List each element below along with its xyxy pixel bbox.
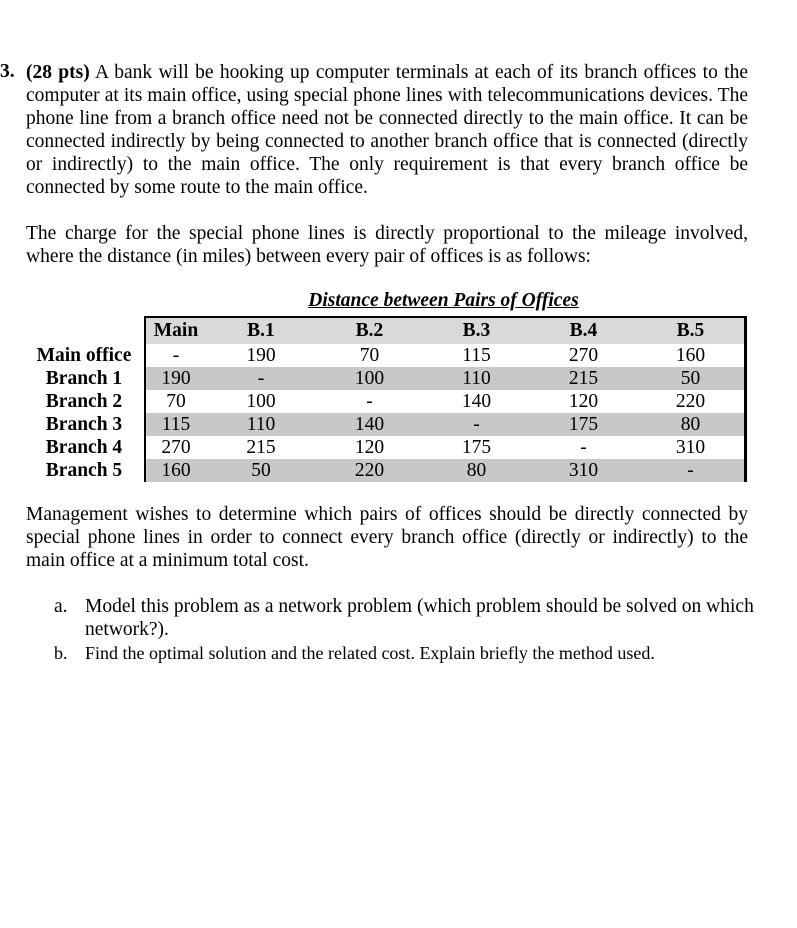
charge-paragraph: The charge for the special phone lines is directly proportional to the mileage involved, where the distance (in miles) between every pair of offices is as follows: bbox=[26, 223, 748, 267]
table-cell: 310 bbox=[530, 459, 637, 482]
table-row bbox=[24, 367, 746, 390]
row-label: Main office bbox=[24, 344, 145, 367]
table-cell: 140 bbox=[316, 413, 423, 436]
table-cell: 175 bbox=[530, 413, 637, 436]
task-item-a bbox=[54, 595, 754, 641]
table-cell: 215 bbox=[206, 436, 316, 459]
table-cell: - bbox=[316, 390, 423, 413]
table-row bbox=[24, 413, 746, 436]
table-cell: 220 bbox=[637, 390, 746, 413]
question-intro bbox=[26, 61, 748, 199]
table-cell: 50 bbox=[206, 459, 316, 482]
table-cell: 220 bbox=[316, 459, 423, 482]
task-text: Model this problem as a network problem (which problem should be solved on which network?). bbox=[85, 596, 754, 640]
col-header-b2: B.2 bbox=[316, 317, 423, 344]
table-cell: 190 bbox=[206, 344, 316, 367]
table-corner bbox=[24, 317, 145, 344]
intro-text: A bank will be hooking up computer terminals at each of its branch offices to the computer at its main office, using special phone lines with telecommunications devices. The phone line from a branch office need not be connected directly to the main office. It can be connected indirectly by being connected to another branch office that is connected (directly or indirectly) to the main office. The only requirement is that every branch office be connected by some route to the main office. bbox=[26, 62, 748, 198]
table-cell: - bbox=[145, 344, 206, 367]
table-cell: - bbox=[423, 413, 530, 436]
task-text: Find the optimal solution and the related cost. Explain briefly the method used. bbox=[85, 643, 655, 663]
col-header-b5: B.5 bbox=[637, 317, 746, 344]
table-cell: 70 bbox=[145, 390, 206, 413]
table-caption: Distance between Pairs of Offices bbox=[308, 290, 579, 311]
table-cell: 120 bbox=[316, 436, 423, 459]
task-item-b bbox=[54, 642, 754, 665]
table-row bbox=[24, 436, 746, 459]
table-cell: 215 bbox=[530, 367, 637, 390]
table-cell: 160 bbox=[637, 344, 746, 367]
task-label: a. bbox=[54, 596, 68, 617]
table-cell: 100 bbox=[316, 367, 423, 390]
table-cell: 50 bbox=[637, 367, 746, 390]
task-label: b. bbox=[54, 643, 68, 663]
table-cell: 190 bbox=[145, 367, 206, 390]
table-cell: 110 bbox=[206, 413, 316, 436]
table-row bbox=[24, 459, 746, 482]
row-label: Branch 1 bbox=[24, 367, 145, 390]
col-header-main: Main bbox=[145, 317, 206, 344]
col-header-b1: B.1 bbox=[206, 317, 316, 344]
row-label: Branch 3 bbox=[24, 413, 145, 436]
table-cell: 270 bbox=[530, 344, 637, 367]
row-label: Branch 2 bbox=[24, 390, 145, 413]
table-cell: 270 bbox=[145, 436, 206, 459]
table-row bbox=[24, 390, 746, 413]
table-cell: - bbox=[530, 436, 637, 459]
table-cell: 80 bbox=[423, 459, 530, 482]
table-row bbox=[24, 344, 746, 367]
col-header-b4: B.4 bbox=[530, 317, 637, 344]
table-cell: 115 bbox=[423, 344, 530, 367]
table-cell: 120 bbox=[530, 390, 637, 413]
table-cell: 70 bbox=[316, 344, 423, 367]
col-header-b3: B.3 bbox=[423, 317, 530, 344]
row-label: Branch 4 bbox=[24, 436, 145, 459]
table-cell: 80 bbox=[637, 413, 746, 436]
table-cell: 310 bbox=[637, 436, 746, 459]
management-paragraph: Management wishes to determine which pairs of offices should be directly connected by special phone lines in order to connect every branch office (directly or indirectly) to the main office at a minimum total cost. bbox=[26, 504, 748, 571]
table-cell: 175 bbox=[423, 436, 530, 459]
table-cell: 100 bbox=[206, 390, 316, 413]
table-cell: 110 bbox=[423, 367, 530, 390]
table-cell: - bbox=[637, 459, 746, 482]
question-points: (28 pts) bbox=[26, 62, 90, 83]
table-cell: 160 bbox=[145, 459, 206, 482]
row-label: Branch 5 bbox=[24, 459, 145, 482]
table-cell: 115 bbox=[145, 413, 206, 436]
table-cell: - bbox=[206, 367, 316, 390]
question-number: 3. bbox=[0, 61, 15, 82]
distance-table bbox=[24, 316, 747, 482]
table-cell: 140 bbox=[423, 390, 530, 413]
